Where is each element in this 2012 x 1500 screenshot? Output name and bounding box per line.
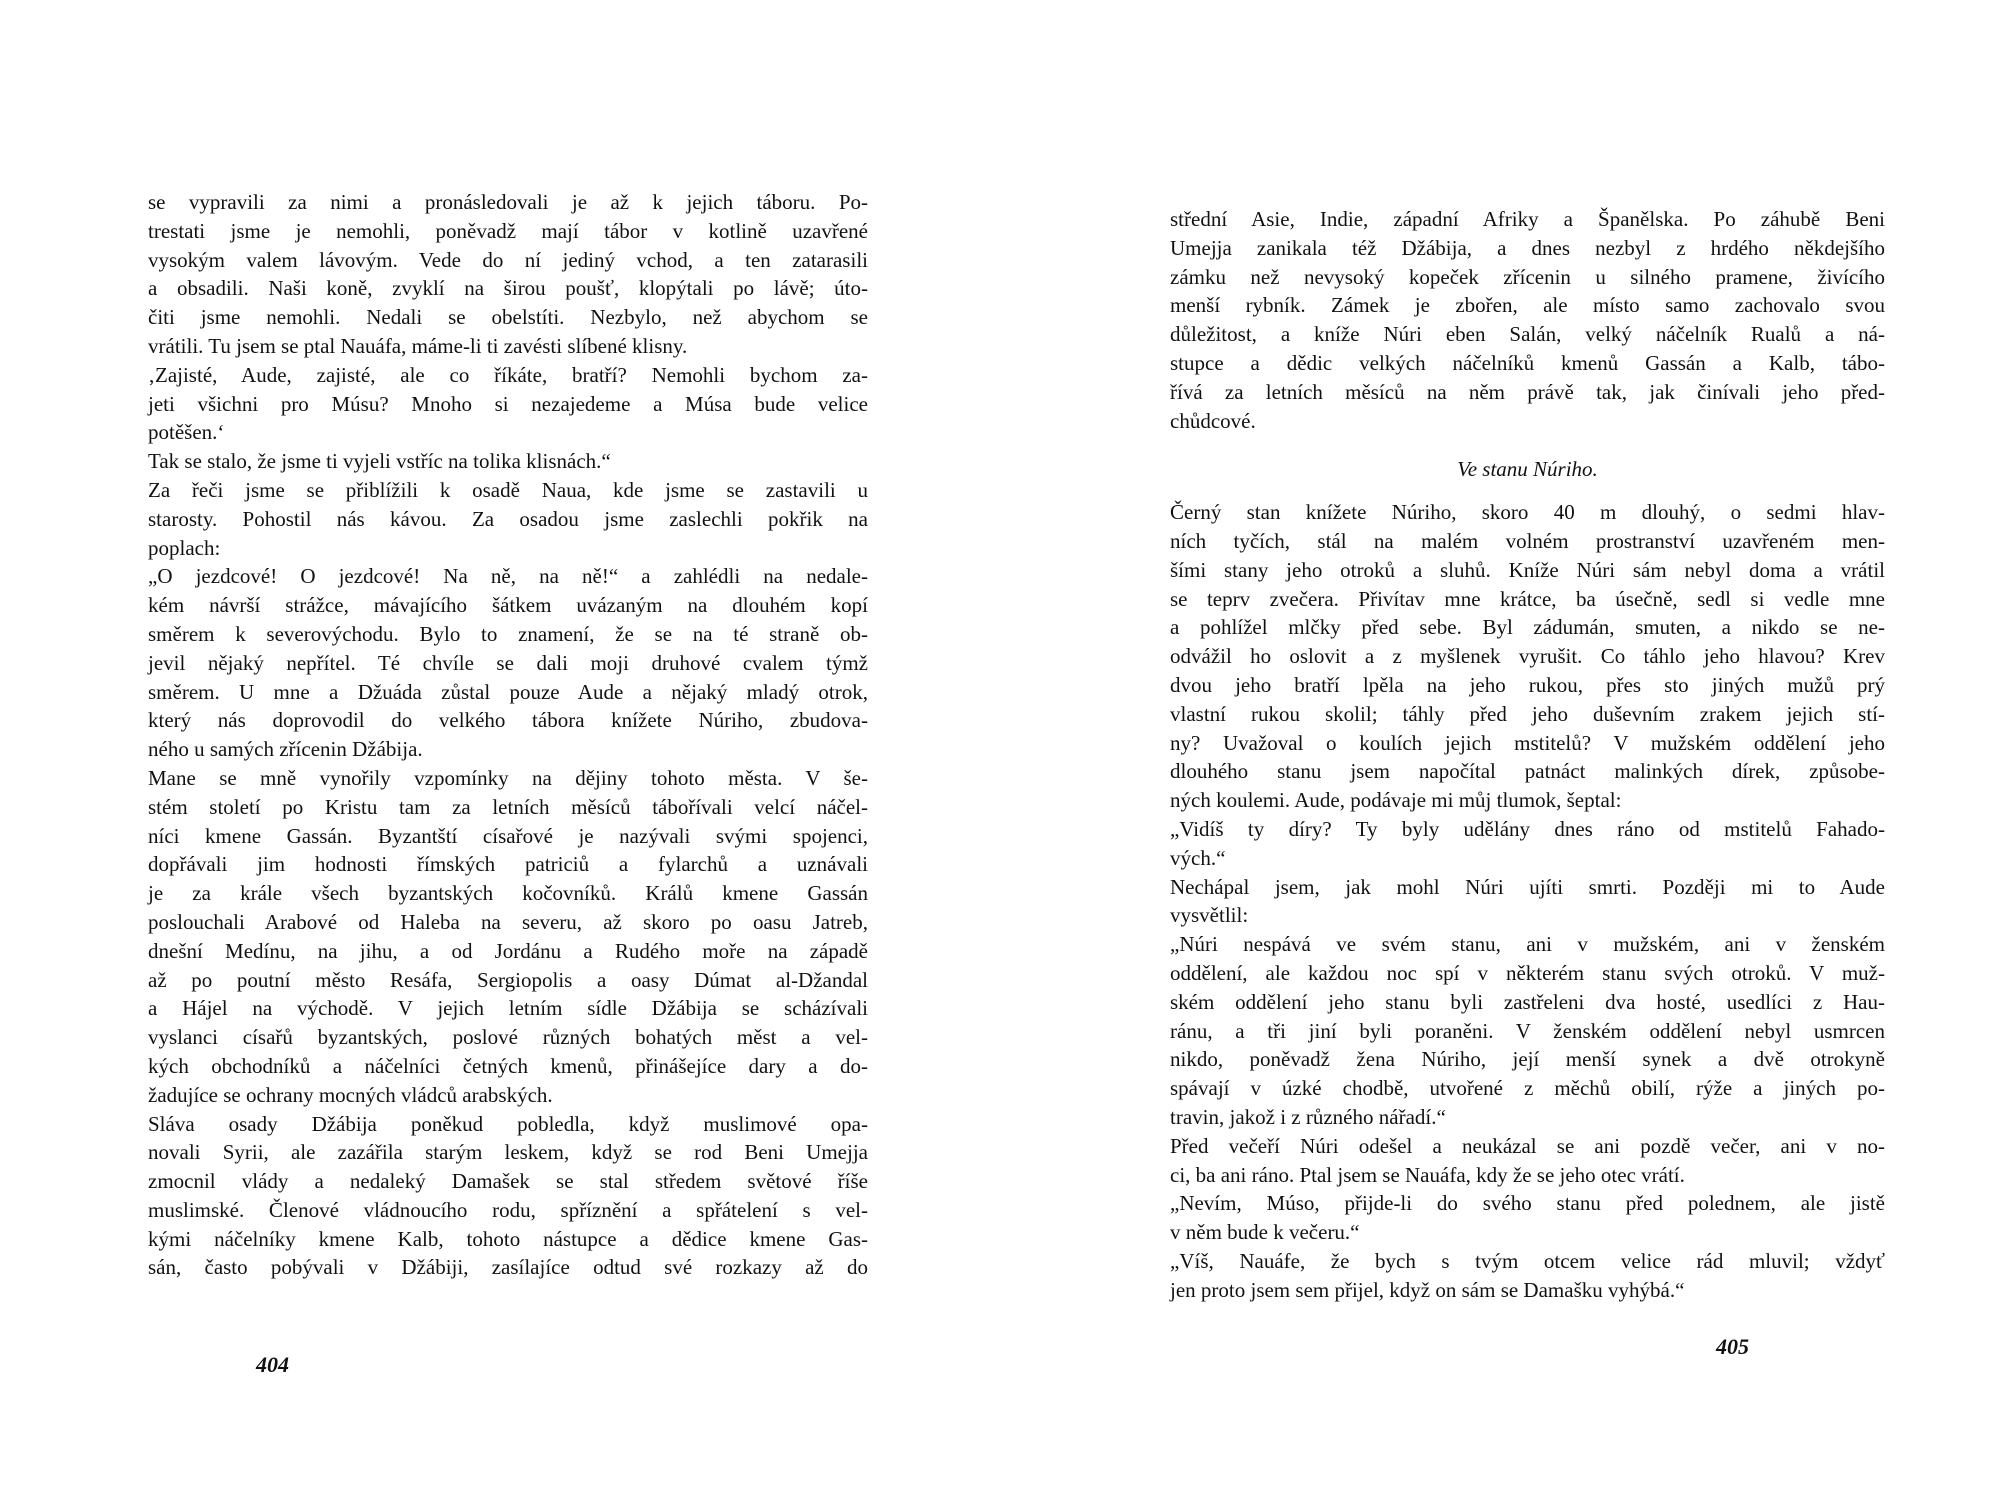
text-line: ci, ba ani ráno. Ptal jsem se Nauáfa, kdy že se jeho otec vrátí. [1170, 1162, 1685, 1187]
text-line: vlastní rukou skolil; táhly před jeho duševním zrakem jejich stí- [1170, 701, 1885, 726]
text-line: „Núri nespává ve svém stanu, ani v mužském, ani v ženském [1170, 932, 1885, 957]
text-line: sán, často pobývali v Džábiji, zasílajíce odtud své rozkazy až do [148, 1255, 868, 1280]
text-line: který nás doprovodil do velkého tábora knížete Núriho, zbudova- [148, 708, 868, 733]
right-page [1170, 205, 1885, 1304]
text-line: níci kmene Gassán. Byzantští císařové je nazývali svými spojenci, [148, 823, 868, 848]
text-line: ného u samých zřícenin Džábija. [148, 737, 423, 762]
text-line: je za krále všech byzantských kočovníků. Králů kmene Gassán [148, 881, 868, 906]
text-line: ních tyčích, stál na malém volném prostranství uzavřeném men- [1170, 528, 1885, 553]
text-line: a pohlížel mlčky před sebe. Byl zádumán, smuten, a nikdo se ne- [1170, 615, 1885, 640]
page-number-right: 405 [1716, 1334, 1749, 1359]
text-line: vých.“ [1170, 845, 1226, 870]
text-line: čiti jsme nemohli. Nedali se obelstíti. Nezbylo, než abychom se [148, 305, 868, 330]
right-page-text-bottom [1170, 498, 1885, 1304]
text-line: dvou jeho bratří lpěla na jeho rukou, přes sto jiných mužů prý [1170, 672, 1885, 697]
text-line: novali Syrii, ale zazářila starým leskem, když se rod Beni Umejja [148, 1140, 868, 1165]
left-page [148, 188, 868, 1282]
left-page-text [148, 188, 868, 1282]
text-line: kými náčelníky kmene Kalb, tohoto nástupce a dědice kmene Gas- [148, 1226, 868, 1251]
text-line: trestati jsme je nemohli, poněvadž mají tábor v kotlině uzavřené [148, 218, 868, 243]
text-line: spávají v úzké chodbě, utvořené z měchů obilí, rýže a jiných po- [1170, 1076, 1885, 1101]
text-line: ránu, a tři jiní byli poraněni. V ženském oddělení nebyl usmrcen [1170, 1018, 1885, 1043]
text-line: dlouhého stanu jsem napočítal patnáct malinkých dírek, způsobe- [1170, 759, 1885, 784]
text-line: stém století po Kristu tam za letních měsíců tábořívali velcí náčel- [148, 794, 868, 819]
text-line: v něm bude k večeru.“ [1170, 1220, 1360, 1245]
text-line: stupce a dědic velkých náčelníků kmenů Gassán a Kalb, tábo- [1170, 350, 1885, 375]
text-line: „Nevím, Múso, přijde-li do svého stanu před polednem, ale jistě [1170, 1191, 1885, 1216]
text-line: kých obchodníků a náčelníci četných kmenů, přinášejíce dary a do- [148, 1053, 868, 1078]
text-line: muslimské. Členové vládnoucího rodu, spříznění a spřátelení s vel- [148, 1197, 868, 1222]
text-line: „Vidíš ty díry? Ty byly udělány dnes ráno od mstitelů Fahado- [1170, 816, 1885, 841]
text-line: zmocnil vlády a nedaleký Damašek se stal středem světové říše [148, 1169, 868, 1194]
text-line: řívá za letních měsíců na něm právě tak, jak činívali jeho před- [1170, 379, 1885, 404]
text-line: šími stany jeho otroků a sluhů. Kníže Núri sám nebyl doma a vrátil [1170, 557, 1885, 582]
text-line: zámku než nevysoký kopeček zřícenin u silného pramene, živícího [1170, 264, 1885, 289]
text-line: vysokým valem lávovým. Vede do ní jediný vchod, a ten zatarasili [148, 247, 868, 272]
text-line: kém návrší strážce, mávajícího šátkem uvázaným na dlouhém kopí [148, 593, 868, 618]
text-line: vysvětlil: [1170, 903, 1249, 928]
text-line: vrátili. Tu jsem se ptal Nauáfa, máme-li ti zavésti slíbené klisny. [148, 333, 688, 358]
text-line: potěšen.‘ [148, 420, 225, 445]
text-line: ných koulemi. Aude, podávaje mi můj tlumok, šeptal: [1170, 788, 1622, 813]
text-line: se vypravili za nimi a pronásledovali je až k jejich táboru. Po- [148, 190, 868, 214]
text-line: odvážil ho oslovit a z myšlenek vyrušit. Co táhlo jeho hlavou? Krev [1170, 644, 1885, 669]
text-line: Za řeči jsme se přiblížili k osadě Naua, kde jsme se zastavili u [148, 477, 868, 502]
right-page-text-top [1170, 205, 1885, 435]
text-line: ském oddělení jeho stanu byli zastřeleni dva hosté, usedlíci z Hau- [1170, 989, 1885, 1014]
text-line: vyslanci císařů byzantských, poslové různých bohatých měst a vel- [148, 1025, 868, 1050]
text-line: a obsadili. Naši koně, zvyklí na širou poušť, klopýtali po lávě; úto- [148, 276, 868, 301]
text-line: Tak se stalo, že jsme ti vyjeli vstříc na tolika klisnách.“ [148, 449, 611, 474]
text-line: jeti všichni pro Músu? Mnoho si nezajedeme a Músa bude velice [148, 391, 868, 416]
text-line: se teprv zvečera. Přivítav mne krátce, ba úsečně, sedl si vedle mne [1170, 586, 1885, 611]
text-line: poslouchali Arabové od Haleba na severu, až skoro po oasu Jatreb, [148, 909, 868, 934]
page-number-left: 404 [256, 1352, 289, 1377]
text-line: Mane se mně vynořily vzpomínky na dějiny tohoto města. V še- [148, 765, 868, 790]
text-line: jevil nějaký nepřítel. Té chvíle se dali moji druhové cvalem týmž [148, 650, 868, 675]
text-line: nikdo, poněvadž žena Núriho, její menší synek a dvě otrokyně [1170, 1047, 1885, 1072]
text-line: směrem. U mne a Džuáda zůstal pouze Aude a nějaký mladý otrok, [148, 679, 868, 704]
text-line: chůdcové. [1170, 408, 1256, 433]
text-line: menší rybník. Zámek je zbořen, ale místo samo zachovalo svou [1170, 293, 1885, 318]
text-line: Sláva osady Džábija poněkud pobledla, když muslimové opa- [148, 1111, 868, 1136]
text-line: směrem k severovýchodu. Bylo to znamení, že se na té straně ob- [148, 621, 868, 646]
text-line: „O jezdcové! O jezdcové! Na ně, na ně!“ a zahlédli na nedale- [148, 564, 868, 589]
text-line: střední Asie, Indie, západní Afriky a Španělska. Po záhubě Beni [1170, 207, 1885, 231]
text-line: „Víš, Nauáfe, že bych s tvým otcem velice rád mluvil; vždyť [1170, 1248, 1885, 1273]
text-line: dopřávali jim hodnosti římských patriciů a fylarchů a uznávali [148, 852, 868, 877]
text-line: Černý stan knížete Núriho, skoro 40 m dlouhý, o sedmi hlav- [1170, 500, 1885, 525]
text-line: starosty. Pohostil nás kávou. Za osadou jsme zaslechli pokřik na [148, 506, 868, 531]
text-line: ny? Uvažoval o koulích jejich mstitelů? V mužském oddělení jeho [1170, 730, 1885, 755]
text-line: Umejja zanikala též Džábija, a dnes nezbyl z hrdého někdejšího [1170, 235, 1885, 260]
text-line: a Hájel na východě. V jejich letním sídle Džábija se scházívali [148, 996, 868, 1021]
text-line: jen proto jsem sem přijel, když on sám se Damašku vyhýbá.“ [1170, 1277, 1685, 1302]
text-line: Nechápal jsem, jak mohl Núri ujíti smrti. Později mi to Aude [1170, 874, 1885, 899]
text-line: Před večeří Núri odešel a neukázal se ani pozdě večer, ani v no- [1170, 1133, 1885, 1158]
text-line: poplach: [148, 535, 221, 560]
text-line: oddělení, ale každou noc spí v některém stanu svých otroků. V muž- [1170, 960, 1885, 985]
text-line: až po poutní město Resáfa, Sergiopolis a oasy Dúmat al-Džandal [148, 967, 868, 992]
text-line: žadujíce se ochrany mocných vládců arabských. [148, 1082, 553, 1107]
section-title: Ve stanu Núriho. [1457, 457, 1598, 482]
text-line: ‚Zajisté, Aude, zajisté, ale co říkáte, bratří? Nemohli bychom za- [148, 362, 868, 387]
text-line: travin, jakož i z různého nářadí.“ [1170, 1104, 1446, 1129]
text-line: dnešní Medínu, na jihu, a od Jordánu a Rudého moře na západě [148, 938, 868, 963]
text-line: důležitost, a kníže Núri eben Salán, velký náčelník Rualů a ná- [1170, 322, 1885, 347]
